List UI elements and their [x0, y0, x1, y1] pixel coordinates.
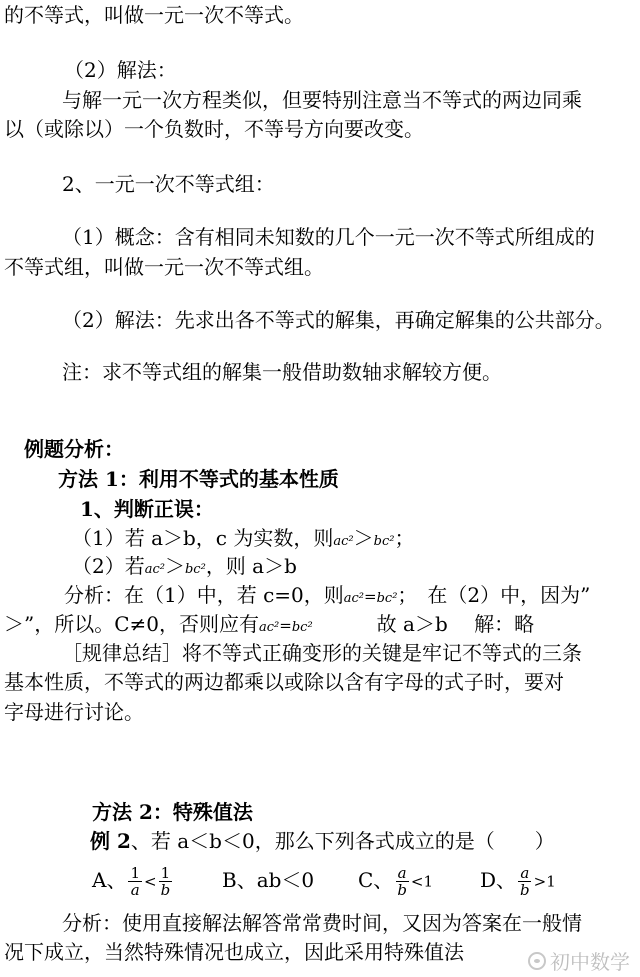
option-c [358, 860, 433, 900]
rel-lt: < [144, 872, 157, 891]
expr-bc2: bc² [184, 562, 206, 577]
denominator: b [160, 881, 171, 899]
method-1-title: 方法 1：利用不等式的基本性质 [58, 467, 339, 491]
example-2 [90, 829, 555, 853]
fraction-1-over-b [159, 865, 173, 898]
expr-bc2: bc² [373, 534, 395, 549]
summary-line-2: 基本性质，不等式的两边都乘以或除以含有字母的式子时，要对 [4, 670, 564, 694]
semicolon: ； [394, 526, 415, 550]
rel-eq: = [364, 587, 377, 606]
text-line-1: 的不等式，叫做一元一次不等式。 [4, 3, 304, 27]
rel-gt: ＞ [164, 554, 185, 578]
numerator: 1 [160, 864, 171, 882]
question-2 [72, 554, 297, 582]
wechat-icon [528, 952, 546, 970]
analysis-2-end: 故 a＞b 解：略 [376, 612, 535, 636]
expr-ac2: ac² [144, 562, 165, 577]
analysis-2-text: ＞”，所以。C≠0，否则应有 [4, 612, 260, 636]
example-2-text: 、若 a＜b＜0，那么下列各式成立的是（ ） [130, 829, 555, 853]
watermark [528, 946, 630, 975]
rel-lt-1: <1 [410, 872, 434, 891]
analysis-1-end: ； 在（2）中，因为” [397, 583, 591, 607]
numerator: 1 [130, 864, 140, 882]
fraction-1-over-a [128, 865, 142, 898]
expr-ac2: ac² [343, 591, 365, 606]
method-2-analysis-2: 况下成立，当然特殊情况也成立，因此采用特殊值法 [4, 940, 464, 964]
text-line-4: 以（或除以）一个负数时，不等号方向要改变。 [4, 117, 424, 141]
note-line: 注：求不等式组的解集一般借助数轴求解较方便。 [62, 360, 502, 384]
option-a [92, 860, 174, 900]
subheading-system: 2、一元一次不等式组： [62, 172, 275, 196]
analysis-2 [4, 612, 534, 640]
method-2-title: 方法 2：特殊值法 [92, 800, 253, 824]
watermark-text: 初中数学 [550, 950, 630, 974]
option-d [480, 860, 556, 900]
denominator: b [520, 881, 530, 899]
expr-ac2: ac² [333, 534, 354, 549]
text-line-3: 与解一元一次方程类似，但要特别注意当不等式的两边同乘 [62, 88, 582, 112]
denominator: a [130, 881, 140, 899]
denominator: b [397, 881, 407, 899]
option-a-label: A、 [92, 868, 127, 892]
numerator: a [520, 864, 530, 882]
option-c-label: C、 [358, 868, 394, 892]
summary-line-1: ［规律总结］将不等式正确变形的关键是牢记不等式的三条 [62, 641, 582, 665]
text-line-8: （2）解法：先求出各不等式的解集，再确定解集的公共部分。 [62, 308, 615, 332]
rel-gt-1: >1 [533, 872, 556, 891]
text-line-7: 不等式组，叫做一元一次不等式组。 [4, 255, 324, 279]
question-1 [72, 526, 414, 554]
rel-eq: = [279, 616, 292, 635]
fraction-a-over-b [518, 865, 532, 898]
method-2-analysis-1: 分析：使用直接解法解答常常费时间，又因为答案在一般情 [62, 911, 582, 935]
expr-bc2: bc² [376, 591, 398, 606]
subheading-method: （2）解法： [64, 58, 177, 82]
fraction-a-over-b [395, 865, 409, 898]
rel-gt: ＞ [353, 526, 374, 550]
analysis-1 [64, 583, 590, 611]
option-d-label: D、 [480, 868, 517, 892]
expr-bc2: bc² [291, 620, 313, 635]
question-1-text: （1）若 a＞b，c 为实数，则 [72, 526, 334, 550]
text-line-6: （1）概念：含有相同未知数的几个一元一次不等式所组成的 [62, 225, 595, 249]
summary-line-3: 字母进行讨论。 [4, 700, 144, 724]
question-2-end: ，则 a＞b [205, 554, 297, 578]
judge-heading: 1、判断正误： [80, 497, 214, 521]
examples-heading: 例题分析： [24, 437, 124, 461]
example-2-label: 例 2 [90, 829, 131, 853]
question-2-text: （2）若 [72, 554, 145, 578]
numerator: a [397, 864, 407, 882]
option-b: B、ab＜0 [222, 868, 315, 892]
expr-ac2: ac² [259, 620, 280, 635]
analysis-1-text: 分析：在（1）中，若 c=0，则 [64, 583, 344, 607]
